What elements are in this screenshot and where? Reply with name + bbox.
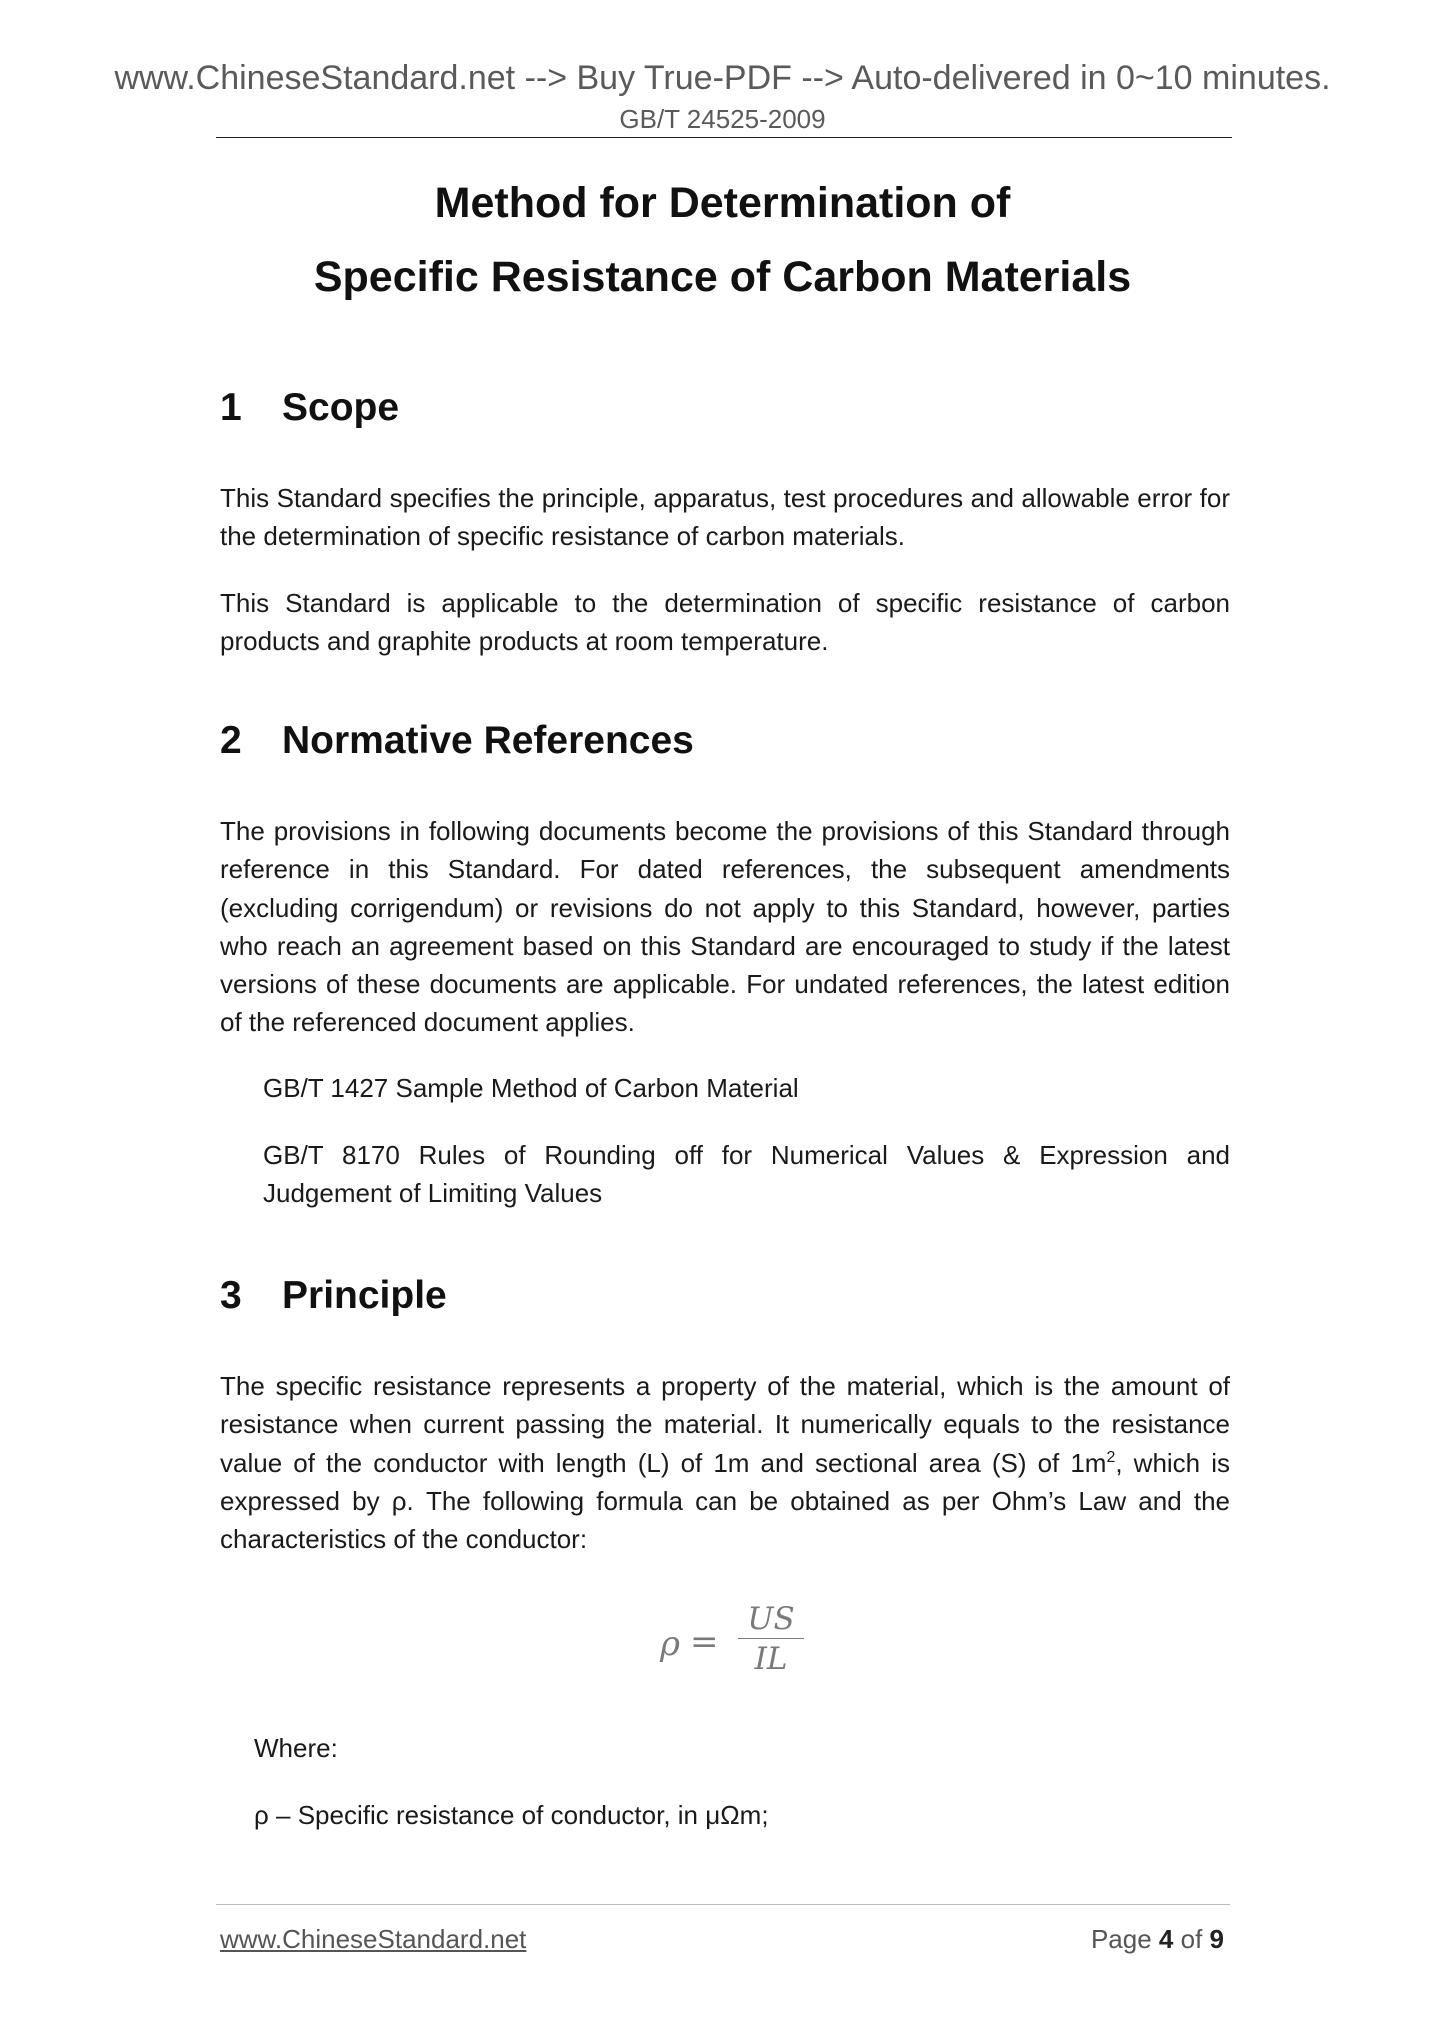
title-line-2: Specific Resistance of Carbon Materials <box>313 253 1132 301</box>
where-label: Where: <box>254 1733 338 1763</box>
section-2-number: 2 <box>220 719 242 762</box>
section-1-number: 1 <box>220 386 242 429</box>
formula-numerator: US <box>738 1600 804 1639</box>
reference-item: GB/T 8170 Rules of Rounding off for Numerical Values & Expression and Judgement of Limiting Values <box>263 1140 1230 1209</box>
scope-paragraph-2: This Standard is applicable to the determination of specific resistance of carbon products and graphite products at room temperature. <box>220 588 1230 657</box>
page-number <box>1091 1922 1224 1956</box>
reference-item: GB/T 1427 Sample Method of Carbon Material <box>263 1073 799 1103</box>
definition-rho: ρ – Specific resistance of conductor, in μΩm; <box>254 1800 769 1830</box>
ohms-law-formula <box>660 1600 800 1684</box>
principle-text-part-2: , which is expressed by ρ. The following formula can be obtained as per Ohm’s Law and the characteristics of the conductor: <box>220 1447 1230 1555</box>
footer-website-link[interactable]: www.ChineseStandard.net <box>220 1924 527 1954</box>
section-2-heading <box>220 718 694 764</box>
principle-text-part-1: The specific resistance represents a property of the material, which is the amount of resistance when current passing the material. It numerically equals to the resistance value of the conductor with length (L) of 1m and sectional area (S) of 1m <box>220 1371 1230 1478</box>
section-2-title: Normative References <box>282 719 694 762</box>
page-total: 9 <box>1209 1924 1224 1954</box>
page-prefix: Page <box>1090 1924 1152 1954</box>
header-divider <box>216 137 1232 138</box>
section-1-title: Scope <box>282 386 400 429</box>
formula-denominator: IL <box>754 1641 788 1677</box>
section-3-heading <box>220 1273 447 1319</box>
section-3-number: 3 <box>220 1274 242 1317</box>
title-line-1: Method for Determination of <box>434 179 1011 227</box>
section-1-heading <box>220 385 399 431</box>
page-current: 4 <box>1158 1924 1174 1954</box>
scope-paragraph-1: This Standard specifies the principle, apparatus, test procedures and allowable error for the determination of specific resistance of carbon materials. <box>220 483 1230 552</box>
header-banner[interactable]: www.ChineseStandard.net --> Buy True-PDF --> Auto-delivered in 0~10 minutes. <box>114 59 1331 97</box>
normative-references-paragraph: The provisions in following documents become the provisions of this Standard through reference in this Standard. For dated references, the subsequent amendments (excluding corrigendum) or revisions do not apply to this Standard, however, parties who reach an agreement based on this Standard are encouraged to study if the latest versions of these documents are applicable. For undated references, the latest edition of the referenced document applies. <box>220 816 1230 1038</box>
formula-equals: = <box>690 1622 719 1662</box>
page-of: of <box>1180 1924 1203 1954</box>
formula-lhs: ρ <box>660 1624 680 1664</box>
document-code: GB/T 24525-2009 <box>619 104 826 134</box>
superscript-2: 2 <box>1106 1448 1116 1466</box>
principle-paragraph <box>220 1367 1230 1558</box>
footer-divider <box>216 1904 1230 1905</box>
formula-fraction <box>738 1600 804 1679</box>
section-3-title: Principle <box>282 1274 447 1317</box>
